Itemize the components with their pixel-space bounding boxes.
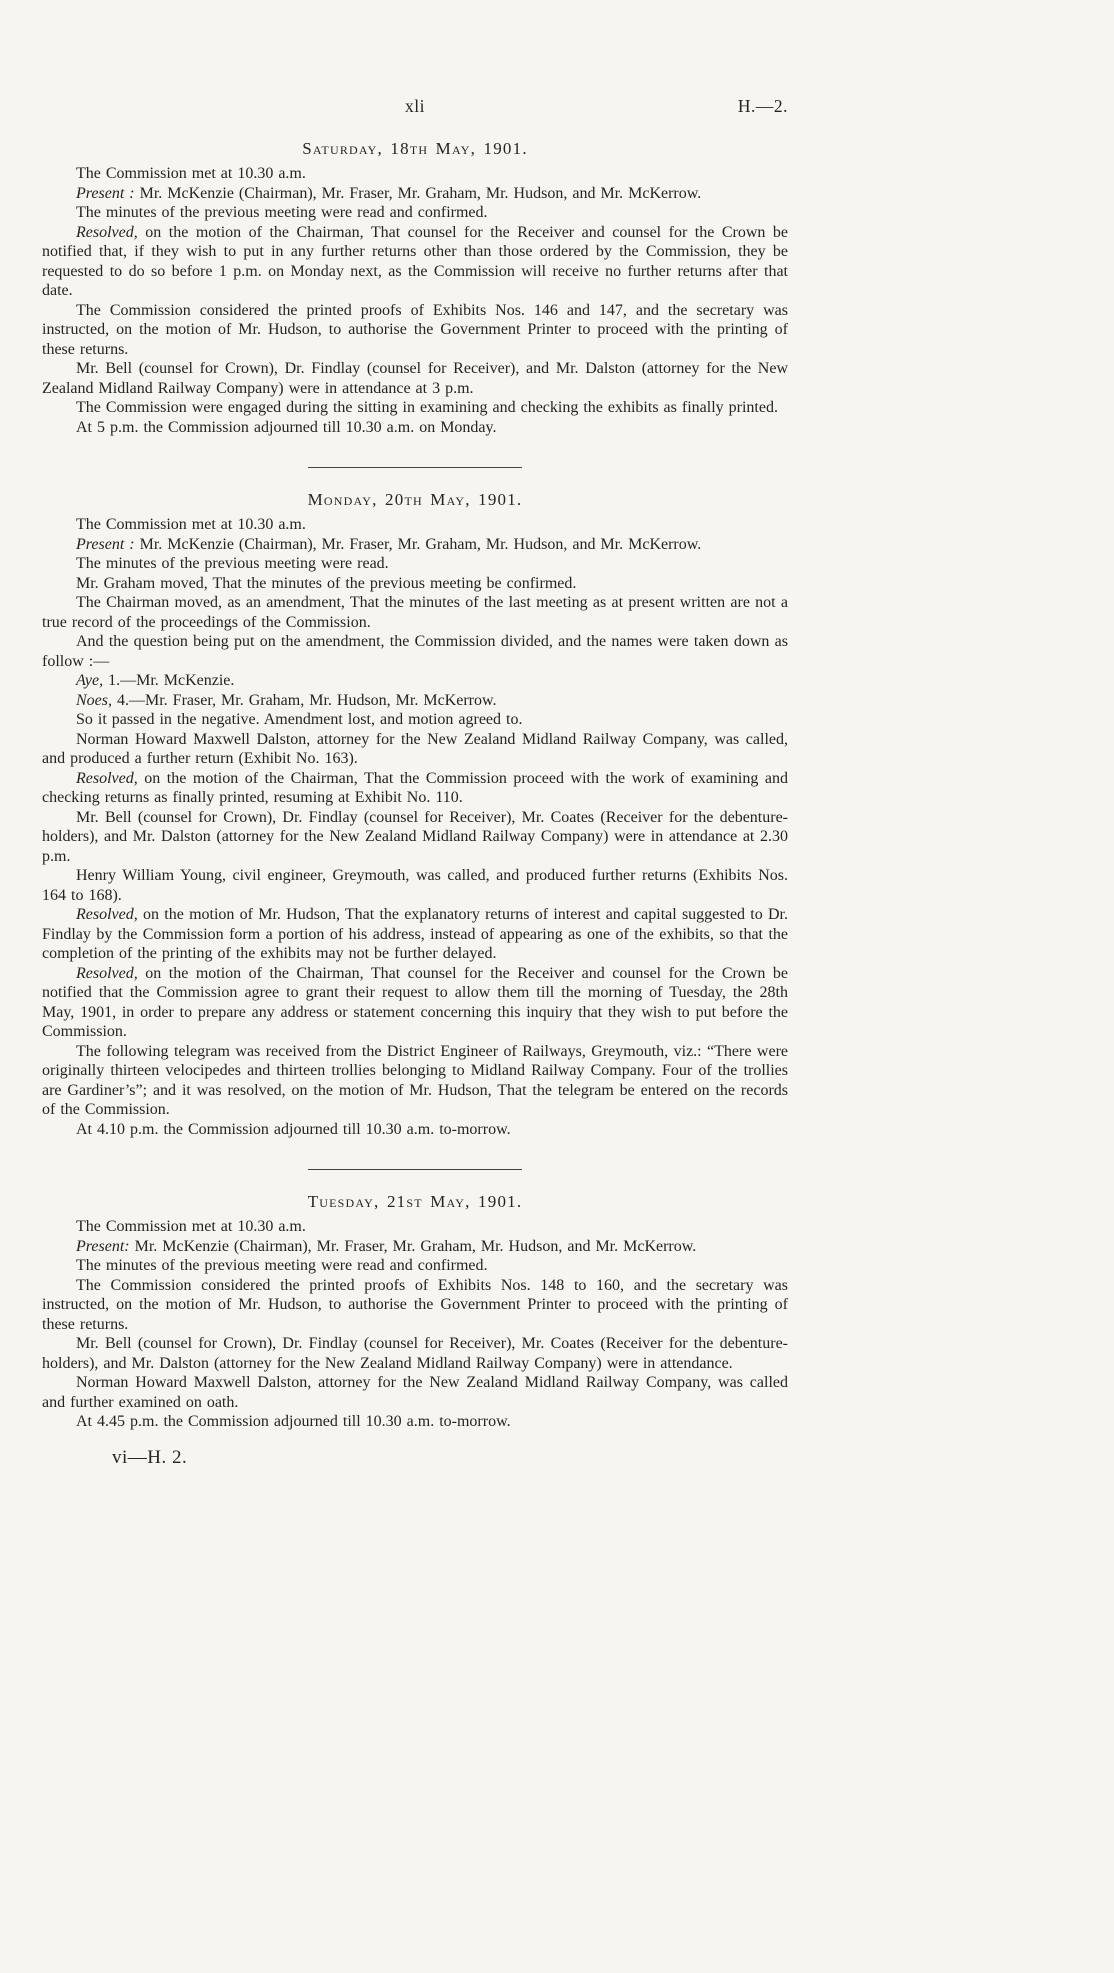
paragraph-text: Henry William Young, civil engineer, Greymouth, was called, and produced further returns (Exhibits Nos. 164 to 168). xyxy=(42,867,788,904)
paragraph xyxy=(42,1042,788,1120)
paragraph xyxy=(42,710,788,730)
paragraph-text: The minutes of the previous meeting were read and confirmed. xyxy=(76,204,488,221)
paragraph-text: The minutes of the previous meeting were read. xyxy=(76,555,389,572)
paragraph-text: The Commission met at 10.30 a.m. xyxy=(76,165,306,182)
section-divider xyxy=(308,467,522,468)
paragraph xyxy=(42,223,788,301)
paragraph-text: The minutes of the previous meeting were read and confirmed. xyxy=(76,1257,488,1274)
paragraph-text: on the motion of the Chairman, That counsel for the Receiver and counsel for the Crown be notified that, if they wish to put in any further returns other than those ordered by the Commission, they be requested to do so before 1 p.m. on Monday next, as the Commission will receive no further returns after that date. xyxy=(42,223,788,299)
paragraph xyxy=(42,398,788,418)
paragraph xyxy=(42,1237,788,1257)
paragraph xyxy=(42,1276,788,1335)
paragraph-text: At 4.45 p.m. the Commission adjourned till 10.30 a.m. to-morrow. xyxy=(76,1413,511,1430)
paragraph-text: on the motion of the Chairman, That the Commission proceed with the work of examining and checking returns as finally printed, resuming at Exhibit No. 110. xyxy=(42,769,788,806)
paragraph-text: Mr. Graham moved, That the minutes of the previous meeting be confirmed. xyxy=(76,574,577,592)
paragraph xyxy=(42,769,788,808)
paragraph xyxy=(42,301,788,360)
paragraph xyxy=(42,1373,788,1412)
section-heading: Saturday, 18th May, 1901. xyxy=(302,139,528,158)
paragraph-text: The Commission considered the printed proofs of Exhibits Nos. 148 to 160, and the secretary was instructed, on the motion of Mr. Hudson, to authorise the Government Printer to proceed with the printing of these returns. xyxy=(42,1276,788,1333)
paragraph xyxy=(42,866,788,905)
paragraph-text: Mr. McKenzie (Chairman), Mr. Fraser, Mr. Graham, Mr. Hudson, and Mr. McKerrow. xyxy=(134,535,702,553)
paragraph-text: The Commission met at 10.30 a.m. xyxy=(76,516,306,533)
section-saturday-18-may-1901 xyxy=(42,139,788,437)
paragraph-lead: Present: xyxy=(76,1237,130,1255)
doc-reference: H.—2. xyxy=(737,96,788,116)
paragraph xyxy=(42,691,788,711)
paragraph-text: The Chairman moved, as an amendment, That the minutes of the last meeting as at present written are not a true record of the proceedings of the Commission. xyxy=(42,594,788,631)
paragraph-text: 4.—Mr. Fraser, Mr. Graham, Mr. Hudson, Mr. McKerrow. xyxy=(112,691,497,709)
paragraph-text: At 4.10 p.m. the Commission adjourned till 10.30 a.m. to-morrow. xyxy=(76,1120,511,1138)
paragraph xyxy=(42,1334,788,1373)
section-monday-20-may-1901 xyxy=(42,490,788,1139)
paragraph xyxy=(42,905,788,964)
paragraph-lead: Resolved, xyxy=(76,223,138,241)
paragraph xyxy=(42,515,788,535)
paragraph xyxy=(42,730,788,769)
paragraph xyxy=(42,164,788,184)
paragraph xyxy=(42,1256,788,1276)
paragraph-lead: Aye, xyxy=(76,672,104,689)
section-heading: Tuesday, 21st May, 1901. xyxy=(307,1192,523,1211)
paragraph-lead: Noes, xyxy=(76,691,112,709)
paragraph-text: Mr. Bell (counsel for Crown), Dr. Findlay (counsel for Receiver), Mr. Coates (Receiver for the debenture-holders), and Mr. Dalston (attorney for the New Zealand Midland Railway Company) were in attendance at 2.30 p.m. xyxy=(42,808,788,865)
paragraph xyxy=(42,203,788,223)
paragraph-text: The Commission met at 10.30 a.m. xyxy=(76,1218,306,1235)
paragraph-text: Norman Howard Maxwell Dalston, attorney for the New Zealand Midland Railway Company, was called and further examined on oath. xyxy=(42,1374,788,1411)
paragraph-text: 1.—Mr. McKenzie. xyxy=(103,672,235,689)
paragraph xyxy=(42,574,788,594)
paragraph-text: on the motion of Mr. Hudson, That the explanatory returns of interest and capital suggested to Dr. Findlay by the Commission form a portion of his address, instead of appearing as one of the exhibits, so that the completion of the printing of the exhibits may not be further delayed. xyxy=(42,906,788,962)
section-heading: Monday, 20th May, 1901. xyxy=(307,490,523,509)
paragraph-text: And the question being put on the amendment, the Commission divided, and the names were taken down as follow :— xyxy=(42,633,788,670)
paragraph-text: Norman Howard Maxwell Dalston, attorney for the New Zealand Midland Railway Company, was called, and produced a further return (Exhibit No. 163). xyxy=(42,730,788,767)
paragraph-text: The Commission were engaged during the sitting in examining and checking the exhibits as finally printed. xyxy=(76,399,778,416)
paragraph-lead: Resolved, xyxy=(76,906,138,923)
paragraph-lead: Present : xyxy=(76,535,135,553)
paragraph xyxy=(42,671,788,691)
footer-signature: vi—H. 2. xyxy=(112,1446,188,1468)
paragraph xyxy=(42,1120,788,1140)
page-number: xli xyxy=(405,96,425,116)
paragraph xyxy=(42,418,788,438)
paragraph xyxy=(42,1217,788,1237)
paragraph-text: Mr. McKenzie (Chairman), Mr. Fraser, Mr. Graham, Mr. Hudson, and Mr. McKerrow. xyxy=(129,1237,697,1255)
paragraph-text: At 5 p.m. the Commission adjourned till 10.30 a.m. on Monday. xyxy=(76,418,497,436)
paragraph-lead: Resolved, xyxy=(76,769,138,787)
paragraph-text: Mr. McKenzie (Chairman), Mr. Fraser, Mr. Graham, Mr. Hudson, and Mr. McKerrow. xyxy=(134,184,702,202)
paragraph-text: Mr. Bell (counsel for Crown), Dr. Findlay (counsel for Receiver), Mr. Coates (Receiver for the debenture-holders), and Mr. Dalston (attorney for the New Zealand Midland Railway Company) were in attendance. xyxy=(42,1335,788,1372)
paragraph xyxy=(42,535,788,555)
paragraph-text: So it passed in the negative. Amendment lost, and motion agreed to. xyxy=(76,711,523,728)
paragraph xyxy=(42,808,788,867)
paragraph-text: The following telegram was received from the District Engineer of Railways, Greymouth, viz.: “There were originally thirteen velocipedes and thirteen trollies belonging to Midland Railway Company. Four of the trollies are Gardiner’s”; and it was resolved, on the motion of Mr. Hudson, That the telegram be entered on the records of the Commission. xyxy=(42,1042,788,1118)
paragraph-lead: Present : xyxy=(76,184,135,202)
paragraph xyxy=(42,593,788,632)
paragraph xyxy=(42,964,788,1042)
paragraph xyxy=(42,1412,788,1432)
paragraph-text: on the motion of the Chairman, That counsel for the Receiver and counsel for the Crown be notified that the Commission agree to grant their request to allow them till the morning of Tuesday, the 28th May, 1901, in order to prepare any address or statement concerning this inquiry that they wish to put before the Commission. xyxy=(42,964,788,1040)
section-tuesday-21-may-1901 xyxy=(42,1192,788,1432)
page-header xyxy=(42,96,788,117)
section-divider xyxy=(308,1169,522,1170)
paragraph-lead: Resolved, xyxy=(76,964,138,982)
paragraph xyxy=(42,632,788,671)
paragraph xyxy=(42,184,788,204)
paragraph xyxy=(42,554,788,574)
paragraph xyxy=(42,359,788,398)
paragraph-text: Mr. Bell (counsel for Crown), Dr. Findlay (counsel for Receiver), and Mr. Dalston (attorney for the New Zealand Midland Railway Company) were in attendance at 3 p.m. xyxy=(42,360,788,397)
paragraph-text: The Commission considered the printed proofs of Exhibits Nos. 146 and 147, and the secretary was instructed, on the motion of Mr. Hudson, to authorise the Government Printer to proceed with the printing of these returns. xyxy=(42,301,788,358)
